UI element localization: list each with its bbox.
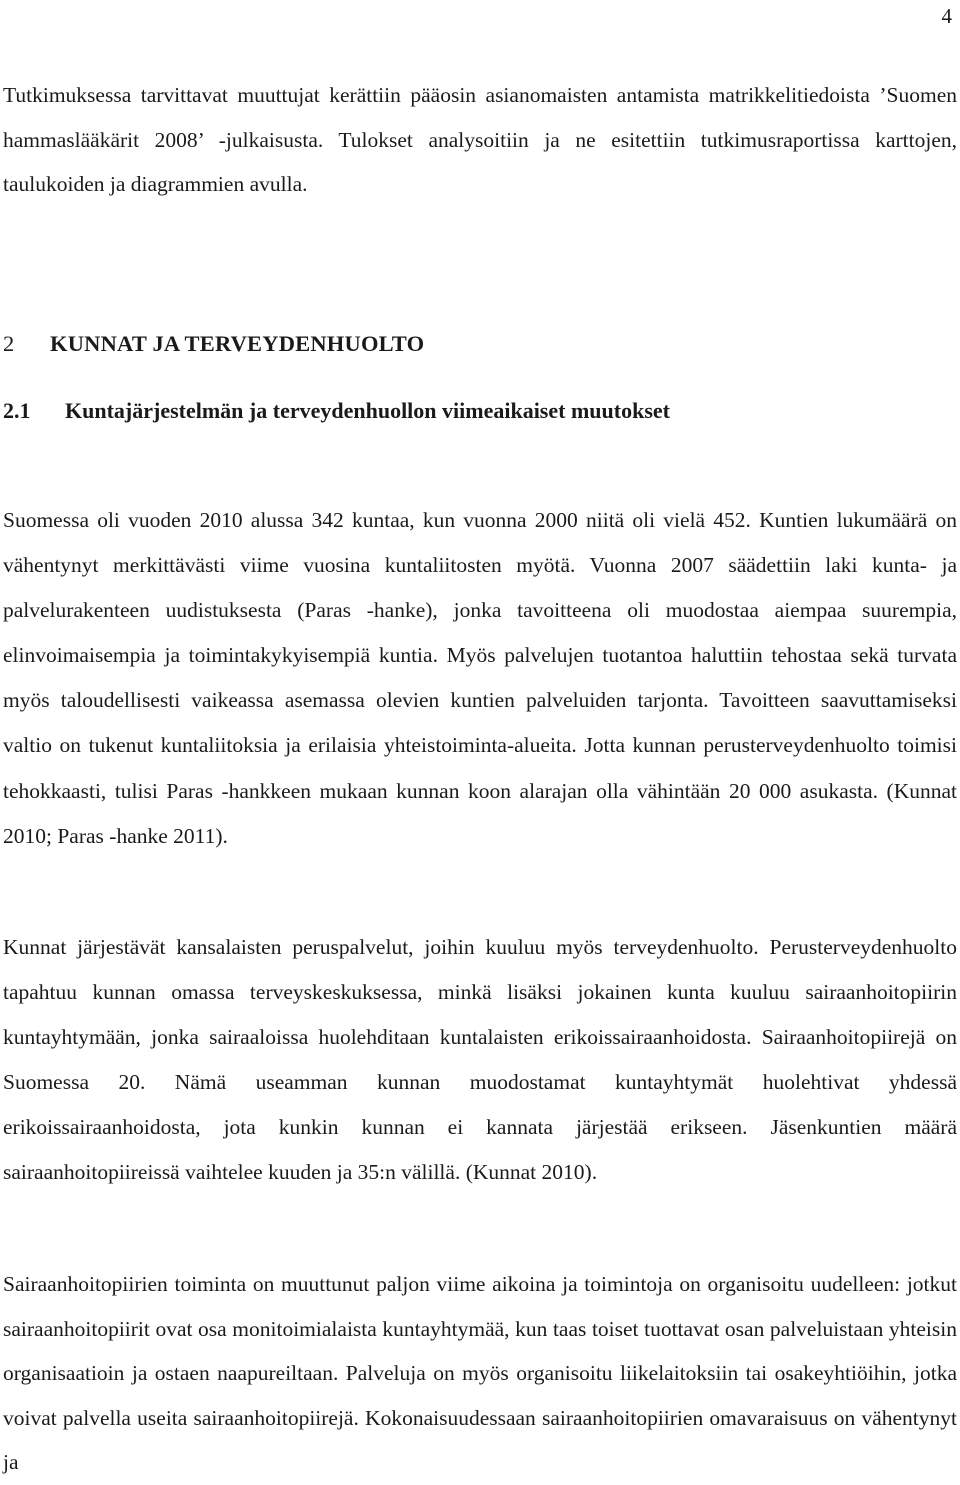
chapter-title: KUNNAT JA TERVEYDENHUOLTO	[50, 331, 425, 356]
section-number: 2.1	[3, 398, 31, 423]
chapter-number: 2	[3, 331, 15, 356]
chapter-heading	[3, 329, 424, 359]
intro-paragraph: Tutkimuksessa tarvittavat muuttujat kerättiin pääosin asianomaisten antamista matrikkelitiedoista ’Suomen hammaslääkärit 2008’ -julkaisusta. Tulokset analysoitiin ja ne esitettiin tutkimusraportissa karttojen, taulukoiden ja diagrammien avulla.	[3, 83, 957, 196]
body-paragraph-block-3	[3, 1262, 957, 1485]
intro-paragraph-block	[3, 73, 957, 207]
body-paragraph-block-2	[3, 925, 957, 1195]
section-title: Kuntajärjestelmän ja terveydenhuollon viimeaikaiset muutokset	[65, 398, 670, 423]
page-number: 4	[941, 4, 952, 28]
body-paragraph-block-1	[3, 498, 957, 859]
body-paragraph-2: Kunnat järjestävät kansalaisten peruspalvelut, joihin kuuluu myös terveydenhuolto. Perusterveydenhuolto tapahtuu kunnan omassa terveyskeskuksessa, minkä lisäksi jokainen kunta kuuluu sairaanhoitopiirin kuntayhtymään, jonka sairaaloissa huolehditaan kuntalaisten erikoissairaanhoidosta. Sairaanhoitopiirejä on Suomessa 20. Nämä useamman kunnan muodostamat kuntayhtymät huolehtivat yhdessä erikoissairaanhoidosta, jota kunkin kunnan ei kannata järjestää erikseen. Jäsenkuntien määrä sairaanhoitopiireissä vaihtelee kuuden ja 35:n välillä. (Kunnat 2010).	[3, 935, 957, 1184]
section-heading	[3, 396, 670, 426]
body-paragraph-3: Sairaanhoitopiirien toiminta on muuttunut paljon viime aikoina ja toimintoja on organisoitu uudelleen: jotkut sairaanhoitopiirit ovat osa monitoimialaista kuntayhtymää, kun taas toiset tuottavat osan palveluistaan yhteisin organisaatioin ja ostaen naapureiltaan. Palveluja on myös organisoitu liikelaitoksiin tai osakeyhtiöihin, jotka voivat palvella useita sairaanhoitopiirejä. Kokonaisuudessaan sairaanhoitopiirien omavaraisuus on vähentynyt ja	[3, 1272, 957, 1474]
body-paragraph-1: Suomessa oli vuoden 2010 alussa 342 kuntaa, kun vuonna 2000 niitä oli vielä 452. Kuntien lukumäärä on vähentynyt merkittävästi viime vuosina kuntaliitosten myötä. Vuonna 2007 säädettiin laki kunta- ja palvelurakenteen uudistuksesta (Paras -hanke), jonka tavoitteena oli muodostaa aiempaa suurempia, elinvoimaisempia ja toimintakykyisempiä kuntia. Myös palvelujen tuotantoa haluttiin tehostaa sekä turvata myös taloudellisesti vaikeassa asemassa olevien kuntien palveluiden tarjonta. Tavoitteen saavuttamiseksi valtio on tukenut kuntaliitoksia ja erilaisia yhteistoiminta-alueita. Jotta kunnan perusterveydenhuolto toimisi tehokkaasti, tulisi Paras -hankkeen mukaan kunnan koon alarajan olla vähintään 20 000 asukasta. (Kunnat 2010; Paras -hanke 2011).	[3, 508, 957, 848]
